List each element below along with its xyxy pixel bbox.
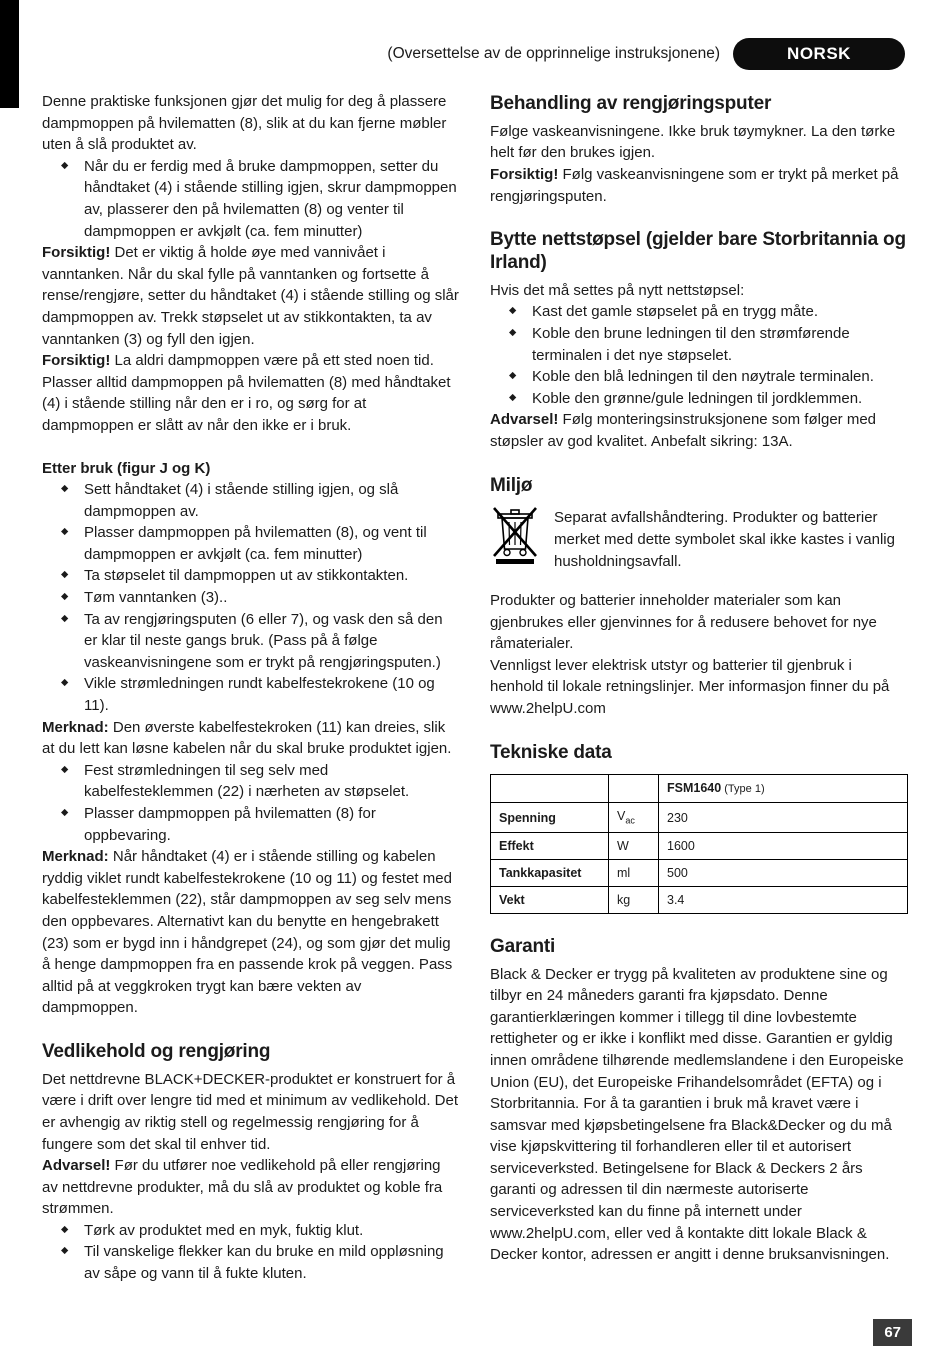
warning-label: Advarsel!	[490, 411, 559, 429]
list-item	[509, 323, 908, 366]
list-item	[61, 522, 460, 565]
caution-text: Følg vaskeanvisningene som er trykt på merket på rengjøringsputen.	[490, 165, 899, 205]
list-item	[61, 609, 460, 674]
caution-paragraph	[42, 242, 460, 350]
list-item-text: Koble den brune ledningen til den strømførende terminalen i det nye støpselet.	[532, 324, 850, 364]
table-row	[491, 886, 908, 913]
list-item-text: Vikle strømledningen rundt kabelfestekrokene (10 og 11).	[84, 675, 435, 715]
table-cell	[609, 803, 659, 832]
list-item-text: Tørk av produktet med en myk, fuktig klut.	[84, 1221, 364, 1239]
environment-heading: Miljø	[490, 474, 533, 496]
table-cell: Tankkapasitet	[491, 859, 609, 886]
intro-paragraph: Denne praktiske funksjonen gjør det mulig for deg å plassere dampmoppen på hvilematten (8), slik at du kan fjerne møbler uten å slå produktet av.	[42, 93, 447, 154]
plug-intro: Hvis det må settes på nytt nettstøpsel:	[490, 281, 745, 299]
pads-heading: Behandling av rengjøringsputer	[490, 93, 772, 114]
warning-text: Før du utfører noe vedlikehold på eller rengjøring av nettdrevne produkter, må du slå av produktet og koble fra strømmen.	[42, 1157, 443, 1218]
list-item-text: Til vanskelige flekker kan du bruke en mild oppløsning av såpe og vann til å fukte kluten.	[84, 1243, 444, 1283]
list-item-text: Tøm vanntanken (3)..	[84, 589, 228, 607]
list-item-text: Når du er ferdig med å bruke dampmoppen, setter du håndtaket (4) i stående stilling igjen, skrur dampmoppen av, plasserer den på hvilematten (8) og venter til dampmoppen er avkjølt (ca. fem minutter)	[84, 157, 457, 240]
caution-text: La aldri dampmoppen være på ett sted noen tid. Plasser alltid dampmoppen på hvilematten (8) med håndtaket (4) i stående stilling når den er i ro, og sørg for at dampmoppen er slått av når den ikke er i bruk.	[42, 352, 451, 434]
list-item	[509, 301, 908, 323]
unit: kg	[617, 892, 631, 907]
page-number: 67	[873, 1319, 912, 1346]
list-item-text: Plasser dampmoppen på hvilematten (8), og vent til dampmoppen er avkjølt (ca. fem minutter)	[84, 524, 427, 563]
unit: V	[617, 809, 626, 824]
table-cell: Vekt	[491, 886, 609, 913]
caution-label: Forsiktig!	[490, 165, 559, 183]
list-item-text: Koble den blå ledningen til den nøytrale terminalen.	[532, 368, 874, 386]
environment-callout-text: Separat avfallshåndtering. Produkter og batterier merket med dette symbolet skal ikke kastes i vanlig husholdningsavfall.	[554, 509, 895, 570]
after-use-heading: Etter bruk (figur J og K)	[42, 459, 211, 477]
weee-crossed-bin-icon	[490, 507, 538, 572]
maintenance-heading: Vedlikehold og rengjøring	[42, 1040, 271, 1062]
table-cell	[491, 775, 609, 803]
warranty-paragraph: Black & Decker er trygg på kvaliteten av produktene sine og tilbyr en 24 måneders garanti fra kjøpsdato. Denne garantierklæringen kommer i tillegg til dine lovbestemte rettigheter og er ikke i konflikt med disse. Garantien er gyldig innen områdene tilhørende medlemslandene i den Europeiske Union (EU), det Europeiske Frihandelsområdet (EFTA) og i Storbritannia. For å ta garantien i bruk må kravet være i samsvar med kjøpsbetingelsene fra Black&Decker og du må vise kjøpskvittering til forhandleren eller til et autorisert serviceverksted. Betingelsene for Black & Deckers 2 års garanti og adressen til din nærmeste autoriserte serviceverksted kan du finne på internett under www.2helpU.com, eller ved å kontakte ditt lokale Black & Decker kontor, adressen er angitt i denne bruksanvisningen.	[490, 965, 904, 1264]
table-cell	[609, 859, 659, 886]
translation-note: (Oversettelse av de opprinnelige instruksjonene)	[387, 45, 720, 62]
warranty-heading: Garanti	[490, 935, 556, 957]
list-item	[509, 388, 908, 410]
table-row	[491, 803, 908, 832]
warning-label: Advarsel!	[42, 1157, 111, 1175]
caution-label: Forsiktig!	[42, 352, 111, 370]
unit-subscript: ac	[625, 815, 635, 826]
list-item	[509, 366, 908, 388]
left-column	[42, 91, 460, 1285]
plug-heading: Bytte nettstøpsel (gjelder bare Storbritannia og Irland)	[490, 229, 906, 273]
note-label: Merknad:	[42, 718, 109, 736]
environment-callout	[490, 507, 908, 572]
list-item-text: Plasser dampmoppen på hvilematten (8) for oppbevaring.	[84, 805, 376, 844]
list-item	[61, 479, 460, 522]
note-text: Den øverste kabelfestekroken (11) kan dreies, slik at du lett kan løsne kabelen når du skal bruke produktet igjen.	[42, 718, 452, 758]
environment-paragraph: Vennligst lever elektrisk utstyr og batterier til gjenbruk i henhold til lokale retningslinjer. Mer informasjon finner du på www.2helpU.com	[490, 656, 890, 718]
note-paragraph	[42, 717, 460, 760]
list-item-text: Kast det gamle støpselet på en trygg måte.	[532, 303, 818, 321]
caution-label: Forsiktig!	[42, 244, 111, 262]
table-cell: 500	[659, 859, 908, 886]
unit: ml	[617, 865, 631, 880]
tech-data-table	[490, 774, 908, 913]
caution-paragraph	[490, 164, 908, 207]
table-cell: 3.4	[659, 886, 908, 913]
plug-bullet-list	[490, 301, 908, 409]
note-paragraph	[42, 846, 460, 1019]
table-cell: Effekt	[491, 832, 609, 859]
after-use-list	[42, 479, 460, 717]
content-columns	[42, 91, 908, 1285]
maintenance-bullet-list	[42, 1220, 460, 1285]
list-item	[61, 673, 460, 716]
list-item	[61, 1241, 460, 1284]
table-cell: Spenning	[491, 803, 609, 832]
table-row	[491, 832, 908, 859]
list-item-text: Fest strømledningen til seg selv med kabelfesteklemmen (22) i nærheten av støpselet.	[84, 761, 410, 801]
warning-paragraph	[42, 1155, 460, 1220]
table-cell: 1600	[659, 832, 908, 859]
table-row	[491, 859, 908, 886]
storage-bullet-list	[42, 760, 460, 846]
environment-paragraph: Produkter og batterier inneholder materialer som kan gjenbrukes eller gjenvinnes for å redusere behovet for nye råmaterialer.	[490, 592, 877, 653]
page-header	[0, 38, 905, 70]
unit: W	[617, 838, 629, 853]
warning-text: Følg monteringsinstruksjonene som følger med støpsler av god kvalitet. Anbefalt sikring: 13A.	[490, 411, 876, 450]
model-type: (Type 1)	[721, 783, 765, 796]
list-item-text: Ta støpselet til dampmoppen ut av stikkontakten.	[84, 567, 409, 585]
caution-text: Det er viktig å holde øye med vannivået i vanntanken. Når du skal fylle på vanntanken og fortsette å rense/rengjøre, setter du håndtaket (4) i stående stilling og slår dampmoppen av. Trekk støpselet ut av stikkontakten, ta av vanntanken (3) og fyll den igjen.	[42, 244, 459, 348]
table-cell	[609, 886, 659, 913]
list-item	[61, 803, 460, 846]
table-row	[491, 775, 908, 803]
list-item-text: Sett håndtaket (4) i stående stilling igjen, og slå dampmoppen av.	[84, 481, 399, 520]
language-badge: NORSK	[733, 38, 905, 70]
warning-paragraph	[490, 409, 908, 452]
list-item-text: Ta av rengjøringsputen (6 eller 7), og vask den så den er klar til neste gangs bruk. (Pass på å følge vaskeanvisningene som er trykt på rengjøringsputen.)	[84, 610, 443, 671]
note-label: Merknad:	[42, 848, 109, 866]
maintenance-paragraph: Det nettdrevne BLACK+DECKER-produktet er konstruert for å være i drift over lengre tid med et minimum av vedlikehold. Det er avhengig av riktig stell og regelmessig rengjøring for å fungere som det skal til enhver tid.	[42, 1070, 459, 1153]
table-cell	[609, 832, 659, 859]
model-name: FSM1640	[667, 781, 722, 796]
note-text: Når håndtaket (4) er i stående stilling og kabelen ryddig viklet rundt kabelfestekrokene (10 og 11) og festet med kabelfesteklemmen (22), står dampmoppen av seg selv mens den oppbevares. Alternativt kan du benytte en hengebrakett (23) som er bygd inn i håndgrepet (24), og som gjør det mulig å henge dampmoppen fra en passende krok på veggen. Pass alltid på at veggkroken trygt kan bære vekten av dampmoppen.	[42, 848, 453, 1017]
right-column	[490, 91, 908, 1285]
table-cell: 230	[659, 803, 908, 832]
list-item	[61, 1220, 460, 1242]
list-item	[61, 565, 460, 587]
top-bullet-list	[42, 156, 460, 242]
table-cell	[609, 775, 659, 803]
table-cell	[659, 775, 908, 803]
list-item-text: Koble den grønne/gule ledningen til jordklemmen.	[532, 389, 863, 407]
caution-paragraph	[42, 350, 460, 436]
list-item	[61, 156, 460, 242]
pads-paragraph: Følge vaskeanvisningene. Ikke bruk tøymykner. La den tørke helt før den brukes igjen.	[490, 122, 896, 162]
list-item	[61, 760, 460, 803]
tech-data-heading: Tekniske data	[490, 741, 612, 763]
list-item	[61, 587, 460, 609]
